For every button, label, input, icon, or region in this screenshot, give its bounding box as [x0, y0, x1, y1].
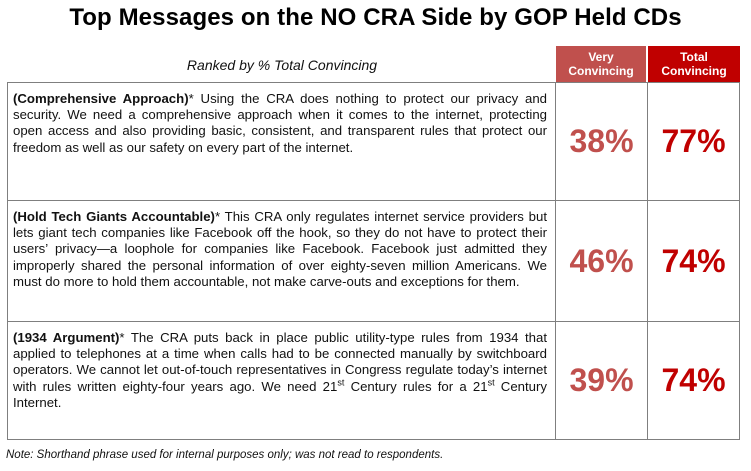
very-convincing-value: 39%	[556, 322, 648, 439]
total-convincing-value: 74%	[661, 242, 726, 279]
message-marker: *	[188, 91, 194, 106]
message-name: (Hold Tech Giants Accountable)	[13, 209, 215, 224]
message-text	[8, 322, 556, 439]
very-convincing-value: 38%	[556, 83, 648, 200]
superscript-st: st	[337, 377, 345, 388]
very-convincing-header: Very Convincing	[556, 46, 646, 82]
page-title: Top Messages on the NO CRA Side by GOP Held CDs	[69, 4, 682, 31]
message-body-c: Century Internet.	[13, 378, 547, 410]
messages-table	[7, 82, 740, 440]
total-convincing-header: Total Convincing	[648, 46, 740, 82]
message-text	[8, 83, 556, 200]
message-body: This CRA only regulates internet service providers but lets giant tech companies like Facebook off the hook, so they do not have to protect their users’ privacy—a loophole for companies like Facebook. Facebook just admitted they improperly shared the personal information of over eighty-seven million Americans. We must do more to hold them accountable, not make carve-outs and exceptions for them.	[13, 209, 547, 289]
superscript-st: st	[487, 377, 495, 388]
message-name: (1934 Argument)	[13, 330, 120, 345]
message-body-a: The CRA puts back in place public utility-type rules from 1934 that applied to telephones at a time when calls had to be connected manually by switchboard operators. We cannot let out-of-touch representatives in Congress regulate today’s internet with rules written eighty-four years ago. We need 21	[13, 330, 547, 394]
message-text	[8, 201, 556, 321]
table-row	[8, 83, 739, 201]
very-convincing-value: 46%	[556, 201, 648, 321]
table-row	[8, 322, 739, 439]
message-name: (Comprehensive Approach)	[13, 91, 189, 106]
message-marker: *	[214, 209, 221, 224]
ranked-label: Ranked by % Total Convincing	[186, 57, 378, 73]
table-row	[8, 201, 739, 322]
total-convincing-value: 77%	[661, 123, 726, 159]
message-marker: *	[119, 330, 125, 345]
total-convincing-value: 74%	[661, 362, 726, 398]
message-body-b: Century rules for a 21	[344, 378, 488, 394]
message-body: Using the CRA does nothing to protect our privacy and security. We need a comprehensive approach when it comes to the internet, protecting open access and also providing basic, consistent, and transparent rules that protect our freedom as well as our safety on every part of the internet.	[13, 91, 547, 155]
footnote: Note: Shorthand phrase used for internal purposes only; was not read to respondents.	[6, 449, 444, 461]
